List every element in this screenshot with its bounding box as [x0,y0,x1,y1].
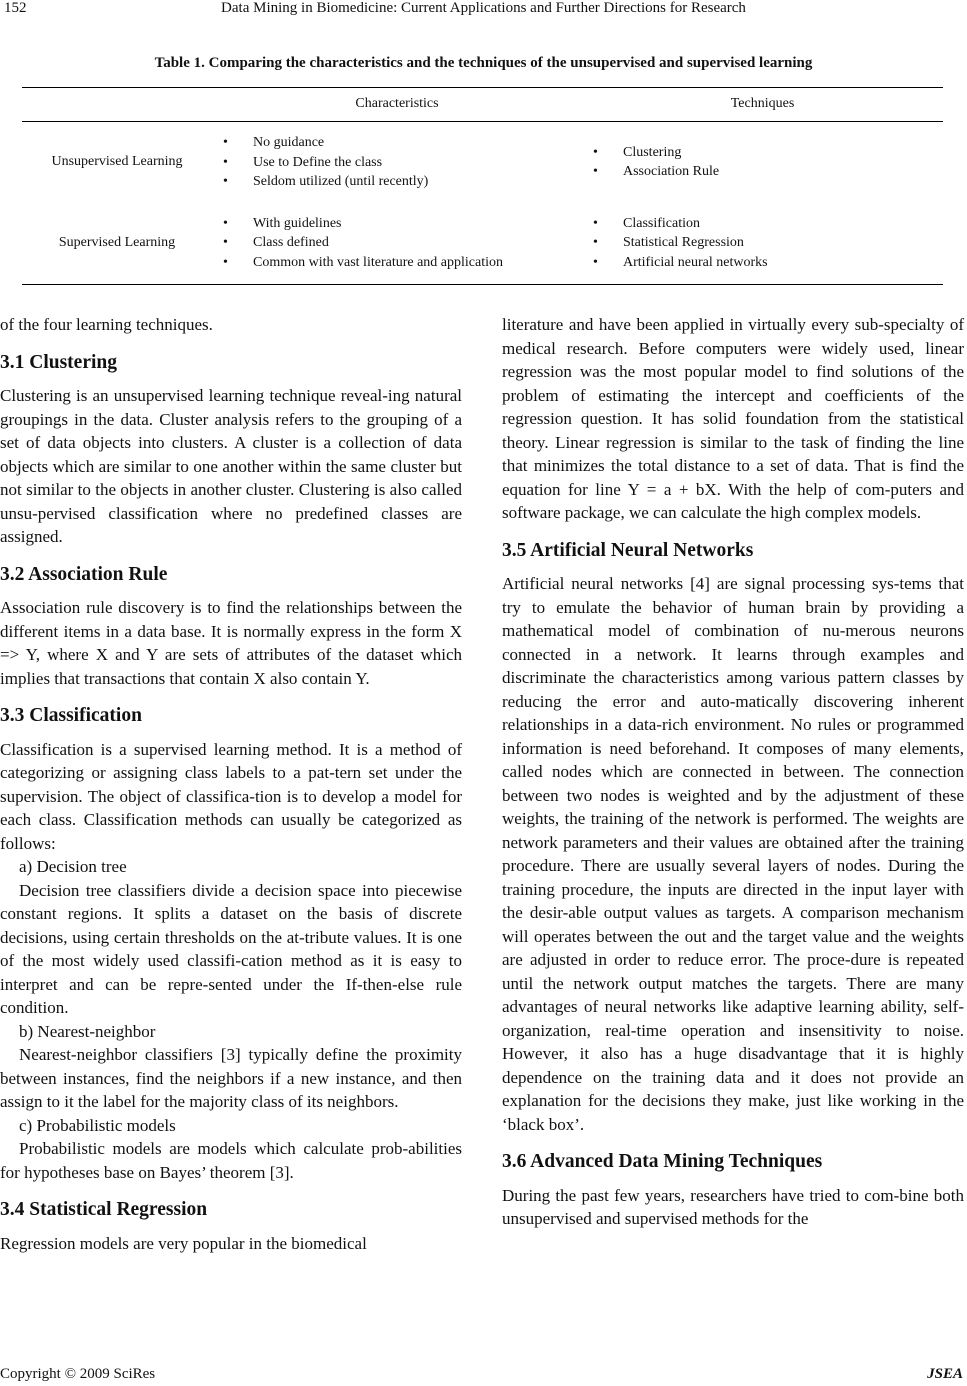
row-label: Unsupervised Learning [51,154,183,170]
journal-abbrev: JSEA [927,1366,963,1382]
subheading-probabilistic-models: c) Probabilistic models [19,1115,176,1135]
table-row [22,122,943,202]
paragraph: Nearest-neighbor classifiers [3] typically define the proximity between instances, find the neighbors if a new instance, and then assign to it the label for the majority class of its neighbors. [0,1045,462,1111]
list-item: • Class defined [213,233,581,253]
table-row [22,202,943,285]
techniques-cell [582,202,943,285]
list-item: • Seldom utilized (until recently) [213,172,581,192]
table-header-row [22,88,943,122]
list-item: • Classification [583,214,942,234]
paragraph: Probabilistic models are models which calculate prob-abilities for hypotheses base on Bayes’ theorem [3]. [0,1139,462,1182]
section-heading-neural-networks: 3.5 Artificial Neural Networks [502,539,754,561]
list-item: • Use to Define the class [213,153,581,173]
section-heading-classification: 3.3 Classification [0,705,142,726]
list-item: • Artificial neural networks [583,253,942,273]
list-item: • Clustering [583,143,942,163]
header-spacer [22,88,212,122]
list-item: • Statistical Regression [583,233,942,253]
list-item: • Common with vast literature and application [213,253,581,273]
list-item: • With guidelines [213,214,581,234]
intro-text: of the four learning techniques. [0,315,213,334]
paragraph: During the past few years, researchers have tried to com-bine both unsupervised and supervised methods for the [502,1185,964,1228]
section-heading-advanced-techniques: 3.6 Advanced Data Mining Techniques [502,1151,823,1172]
page-header [0,0,967,26]
copyright-notice: Copyright © 2009 SciRes [0,1366,156,1382]
list-item: • No guidance [213,133,581,153]
paragraph: Decision tree classifiers divide a decision space into piecewise constant regions. It splits a dataset on the basis of discrete decisions, using certain thresholds on the at-tribute values. It is one of the most widely used classifi-cation method as it is easy to interpret and can be repre-sented under the If-then-else rule condition. [0,880,462,1017]
page-number: 152 [4,0,27,16]
running-title: Data Mining in Biomedicine: Current Applications and Further Directions for Research [221,0,746,16]
paragraph: Artificial neural networks [4] are signal processing sys-tems that try to emulate the behavior of human brain by providing a mathematical model of combination of nu-merous neurons connected in a network. It learns through examples and discriminate the characteristics among various pattern classes by reducing the error and auto-matically discovering inherent relationships in a data-rich environment. No rules or programmed information is need beforehand. It composes of many elements, called nodes which are connected in between. The connection between two nodes is weighted and by the adjustment of these weights, the training of the network is performed. The weights are network parameters and their values are obtained after the training procedure. There are usually several layers of nodes. During the training procedure, the inputs are directed in the input layer with the desir-able output values as targets. A comparison mechanism will operates between the out and the target value and the weights are adjusted in order to reduce error. The proce-dure is repeated until the network output matches the targets. There are many advantages of neural networks like adaptive learning ability, self-organization, real-time operation and insensitivity to noise. However, it also has a huge disadvantage that it is highly dependence on the training data and it does not provide an explanation for the decisions they make, just like working in the ‘black box’. [502,574,964,1134]
header-techniques: Techniques [582,88,943,122]
characteristics-cell [212,122,582,202]
left-column [0,313,462,1255]
paragraph: Regression models are very popular in the biomedical [0,1233,367,1253]
list-item: • Association Rule [583,162,942,182]
characteristics-cell [212,202,582,285]
page-footer [0,1366,967,1386]
techniques-cell [582,122,943,202]
subheading-decision-tree: a) Decision tree [19,857,127,876]
row-label: Supervised Learning [22,202,212,285]
table-caption: Table 1. Comparing the characteristics and the techniques of the unsupervised and supervised learning [154,55,813,71]
comparison-table [22,87,943,285]
section-heading-statistical-regression: 3.4 Statistical Regression [0,1199,208,1220]
header-characteristics: Characteristics [212,88,582,122]
section-heading-clustering: 3.1 Clustering [0,351,117,373]
paragraph: Classification is a supervised learning method. It is a method of categorizing or assigning class labels to a pat-tern set under the supervision. The object of classifica-tion is to develop a model for each class. Classification methods can usually be categorized as follows: [0,739,462,853]
paragraph: literature and have been applied in virtually every sub-specialty of medical research. Before computers were widely used, linear regression was the most popular model to find solutions of the problem of estimating the intercept and coefficients of the regression question. It has solid foundation from the statistical theory. Linear regression is similar to the task of finding the line that minimizes the total distance to a set of data. That is find the equation for line Y = a + bX. With the help of com-puters and software package, we can calculate the high complex models. [502,315,964,522]
right-column [502,313,964,1231]
paragraph: Association rule discovery is to find the relationships between the different items in a data base. It is normally express in the form X => Y, where X and Y are sets of attributes of the dataset which implies that transactions that contain X also contain Y. [0,598,462,688]
subheading-nearest-neighbor: b) Nearest-neighbor [19,1021,156,1041]
section-heading-association-rule: 3.2 Association Rule [0,563,168,585]
paragraph: Clustering is an unsupervised learning technique reveal-ing natural groupings in the data. Cluster analysis refers to the grouping of a set of data objects into clusters. A cluster is a collection of data objects which are similar to one another within the same cluster but not similar to the objects in another cluster. Clustering is also called unsu-pervised classification where no predefined classes are assigned. [0,386,462,546]
